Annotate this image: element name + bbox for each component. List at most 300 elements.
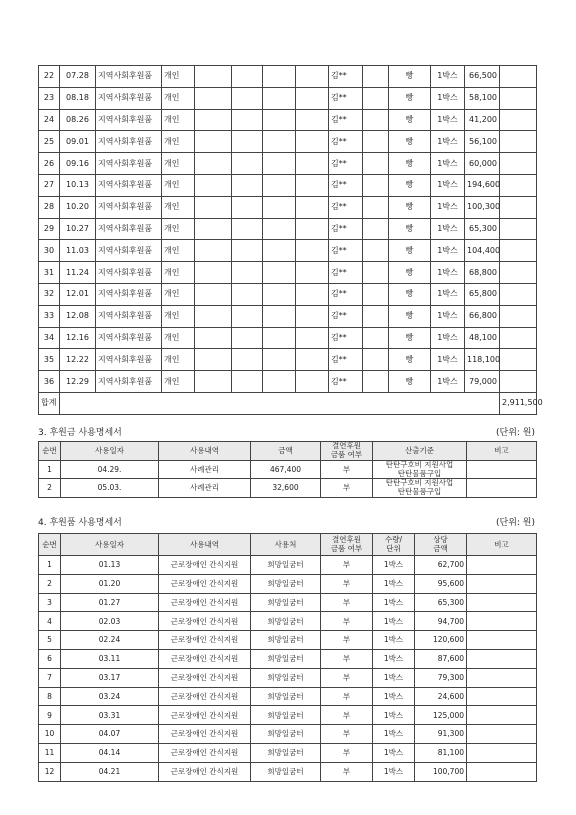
row-no: 24 — [39, 109, 60, 131]
col-related: 결연후원 금품 여부 — [321, 534, 373, 556]
donated-goods-usage-table — [38, 533, 537, 782]
row-related: 부 — [321, 743, 373, 762]
row-no: 22 — [39, 66, 60, 88]
row-empty — [263, 327, 296, 349]
row-date: 12.29 — [60, 371, 96, 393]
row-empty — [263, 240, 296, 262]
table-row — [39, 87, 537, 109]
row-date: 07.28 — [60, 66, 96, 88]
row-unit: 빵 — [389, 371, 431, 393]
row-amount: 65,300 — [465, 218, 500, 240]
row-detail: 근로장애인 간식지원 — [159, 631, 251, 650]
row-qty: 1박스 — [373, 574, 415, 593]
table-row — [39, 174, 537, 196]
row-amount: 68,800 — [465, 262, 500, 284]
row-empty — [500, 174, 537, 196]
row-no: 27 — [39, 174, 60, 196]
row-empty — [232, 153, 263, 175]
table-row — [39, 725, 537, 744]
row-kind: 개인 — [162, 305, 195, 327]
row-donor: 김** — [329, 327, 363, 349]
row-user: 희망일굼터 — [251, 574, 321, 593]
col-detail: 사용내역 — [159, 442, 251, 461]
row-empty — [296, 327, 329, 349]
table-row — [39, 305, 537, 327]
row-amount: 104,400 — [465, 240, 500, 262]
row-related: 부 — [321, 706, 373, 725]
row-date: 02.03 — [61, 612, 159, 631]
row-note — [467, 762, 537, 781]
row-qty: 1박스 — [373, 687, 415, 706]
row-type: 지역사회후원품 — [96, 109, 162, 131]
row-date: 04.21 — [61, 762, 159, 781]
row-no: 2 — [39, 479, 61, 497]
row-no: 10 — [39, 725, 61, 744]
col-basis: 산출기준 — [373, 442, 467, 461]
row-date: 02.24 — [61, 631, 159, 650]
row-kind: 개인 — [162, 196, 195, 218]
row-empty — [232, 305, 263, 327]
row-donor: 김** — [329, 196, 363, 218]
row-no: 33 — [39, 305, 60, 327]
row-date: 03.17 — [61, 668, 159, 687]
row-type: 지역사회후원품 — [96, 196, 162, 218]
table-row — [39, 66, 537, 88]
row-no: 1 — [39, 461, 61, 479]
row-no: 6 — [39, 649, 61, 668]
table-row — [39, 131, 537, 153]
row-date: 01.27 — [61, 593, 159, 612]
row-empty — [232, 131, 263, 153]
row-donor: 김** — [329, 305, 363, 327]
row-empty — [363, 66, 389, 88]
row-empty — [500, 196, 537, 218]
row-value: 62,700 — [415, 556, 467, 575]
row-unit: 빵 — [389, 174, 431, 196]
row-user: 희망일굼터 — [251, 668, 321, 687]
row-empty — [296, 66, 329, 88]
row-amount: 56,100 — [465, 131, 500, 153]
col-no: 순번 — [39, 442, 61, 461]
table-row — [39, 706, 537, 725]
row-user: 희망일굼터 — [251, 593, 321, 612]
row-empty — [296, 174, 329, 196]
row-qty: 1박스 — [373, 612, 415, 631]
row-empty — [232, 349, 263, 371]
row-no: 5 — [39, 631, 61, 650]
row-user: 희망일굼터 — [251, 706, 321, 725]
row-qty: 1박스 — [373, 649, 415, 668]
row-empty — [263, 371, 296, 393]
row-no: 3 — [39, 593, 61, 612]
row-qty: 1박스 — [431, 218, 465, 240]
row-type: 지역사회후원품 — [96, 174, 162, 196]
row-type: 지역사회후원품 — [96, 66, 162, 88]
row-kind: 개인 — [162, 87, 195, 109]
row-empty — [232, 240, 263, 262]
row-amount: 60,000 — [465, 153, 500, 175]
row-unit: 빵 — [389, 66, 431, 88]
row-detail: 근로장애인 간식지원 — [159, 593, 251, 612]
row-date: 09.16 — [60, 153, 96, 175]
row-empty — [363, 371, 389, 393]
row-kind: 개인 — [162, 109, 195, 131]
table-row — [39, 153, 537, 175]
row-donor: 김** — [329, 174, 363, 196]
row-value: 24,600 — [415, 687, 467, 706]
table-row — [39, 574, 537, 593]
row-unit: 빵 — [389, 327, 431, 349]
row-unit: 빵 — [389, 131, 431, 153]
row-kind: 개인 — [162, 371, 195, 393]
row-note — [467, 556, 537, 575]
table-row — [39, 262, 537, 284]
row-empty — [232, 66, 263, 88]
row-qty: 1박스 — [373, 593, 415, 612]
row-unit: 빵 — [389, 109, 431, 131]
row-unit: 빵 — [389, 240, 431, 262]
row-date: 11.24 — [60, 262, 96, 284]
row-qty: 1박스 — [373, 556, 415, 575]
row-empty — [195, 196, 232, 218]
row-related: 부 — [321, 612, 373, 631]
row-date: 03.11 — [61, 649, 159, 668]
row-donor: 김** — [329, 131, 363, 153]
row-empty — [263, 349, 296, 371]
row-empty — [363, 305, 389, 327]
row-empty — [263, 305, 296, 327]
row-donor: 김** — [329, 87, 363, 109]
row-empty — [195, 153, 232, 175]
row-date: 10.13 — [60, 174, 96, 196]
row-empty — [232, 327, 263, 349]
row-empty — [195, 240, 232, 262]
table-row — [39, 283, 537, 305]
row-type: 지역사회후원품 — [96, 262, 162, 284]
table-row — [39, 612, 537, 631]
row-empty — [296, 262, 329, 284]
row-user: 희망일굼터 — [251, 612, 321, 631]
row-empty — [500, 87, 537, 109]
row-empty — [296, 305, 329, 327]
col-qty: 수량/ 단위 — [373, 534, 415, 556]
row-empty — [195, 371, 232, 393]
table-row — [39, 240, 537, 262]
section3-title: 3. 후원금 사용명세서 — [38, 428, 122, 438]
row-related: 부 — [321, 479, 373, 497]
row-empty — [500, 153, 537, 175]
row-empty — [263, 283, 296, 305]
row-unit: 빵 — [389, 262, 431, 284]
row-qty: 1박스 — [373, 706, 415, 725]
total-amount: 2,911,500 — [500, 392, 537, 414]
row-related: 부 — [321, 461, 373, 479]
row-value: 95,600 — [415, 574, 467, 593]
row-amount: 58,100 — [465, 87, 500, 109]
row-value: 65,300 — [415, 593, 467, 612]
row-empty — [363, 196, 389, 218]
table-row — [39, 631, 537, 650]
row-detail: 근로장애인 간식지원 — [159, 743, 251, 762]
row-date: 11.03 — [60, 240, 96, 262]
row-qty: 1박스 — [431, 196, 465, 218]
row-user: 희망일굼터 — [251, 649, 321, 668]
row-date: 12.16 — [60, 327, 96, 349]
row-empty — [296, 349, 329, 371]
row-date: 04.14 — [61, 743, 159, 762]
row-date: 01.20 — [61, 574, 159, 593]
row-unit: 빵 — [389, 87, 431, 109]
row-no: 11 — [39, 743, 61, 762]
col-note: 비고 — [467, 442, 537, 461]
row-detail: 사례관리 — [159, 461, 251, 479]
row-empty — [500, 349, 537, 371]
row-empty — [363, 262, 389, 284]
col-date: 사용일자 — [61, 534, 159, 556]
row-date: 01.13 — [61, 556, 159, 575]
row-date: 03.31 — [61, 706, 159, 725]
table-row — [39, 593, 537, 612]
row-basis: 탄탄구호비 지원사업 탄탄물품구입 — [373, 479, 467, 497]
total-label: 합계 — [39, 392, 60, 414]
row-donor: 김** — [329, 109, 363, 131]
row-no: 23 — [39, 87, 60, 109]
row-kind: 개인 — [162, 153, 195, 175]
row-amount: 467,400 — [251, 461, 321, 479]
row-empty — [232, 109, 263, 131]
row-unit: 빵 — [389, 153, 431, 175]
row-kind: 개인 — [162, 174, 195, 196]
row-detail: 근로장애인 간식지원 — [159, 706, 251, 725]
row-empty — [195, 349, 232, 371]
row-amount: 118,100 — [465, 349, 500, 371]
row-empty — [263, 87, 296, 109]
row-donor: 김** — [329, 262, 363, 284]
row-type: 지역사회후원품 — [96, 218, 162, 240]
row-kind: 개인 — [162, 66, 195, 88]
row-qty: 1박스 — [431, 371, 465, 393]
table-row — [39, 327, 537, 349]
table-row — [39, 556, 537, 575]
row-empty — [500, 109, 537, 131]
row-qty: 1박스 — [431, 66, 465, 88]
row-empty — [363, 153, 389, 175]
row-amount: 48,100 — [465, 327, 500, 349]
row-kind: 개인 — [162, 349, 195, 371]
row-date: 10.20 — [60, 196, 96, 218]
row-detail: 근로장애인 간식지원 — [159, 725, 251, 744]
row-no: 35 — [39, 349, 60, 371]
row-note — [467, 593, 537, 612]
row-no: 26 — [39, 153, 60, 175]
row-related: 부 — [321, 687, 373, 706]
row-note — [467, 743, 537, 762]
row-qty: 1박스 — [373, 762, 415, 781]
row-note — [467, 668, 537, 687]
row-qty: 1박스 — [373, 743, 415, 762]
row-empty — [232, 174, 263, 196]
row-empty — [500, 283, 537, 305]
row-no: 36 — [39, 371, 60, 393]
row-amount: 65,800 — [465, 283, 500, 305]
row-no: 29 — [39, 218, 60, 240]
row-empty — [195, 262, 232, 284]
row-type: 지역사회후원품 — [96, 153, 162, 175]
row-qty: 1박스 — [431, 327, 465, 349]
row-note — [467, 461, 537, 479]
section4-header-row — [39, 534, 537, 556]
row-detail: 근로장애인 간식지원 — [159, 649, 251, 668]
row-empty — [263, 66, 296, 88]
row-type: 지역사회후원품 — [96, 131, 162, 153]
row-empty — [195, 87, 232, 109]
row-empty — [363, 283, 389, 305]
table-row — [39, 461, 537, 479]
row-empty — [296, 218, 329, 240]
row-no: 4 — [39, 612, 61, 631]
row-empty — [296, 371, 329, 393]
row-empty — [263, 174, 296, 196]
row-detail: 사례관리 — [159, 479, 251, 497]
row-kind: 개인 — [162, 262, 195, 284]
table-row — [39, 743, 537, 762]
row-empty — [195, 109, 232, 131]
row-qty: 1박스 — [431, 174, 465, 196]
row-donor: 김** — [329, 371, 363, 393]
row-empty — [500, 262, 537, 284]
row-detail: 근로장애인 간식지원 — [159, 612, 251, 631]
section4-title: 4. 후원품 사용명세서 — [38, 518, 122, 528]
row-unit: 빵 — [389, 218, 431, 240]
col-related: 결연후원 금품 여부 — [321, 442, 373, 461]
row-related: 부 — [321, 593, 373, 612]
row-type: 지역사회후원품 — [96, 283, 162, 305]
row-empty — [500, 131, 537, 153]
row-value: 91,300 — [415, 725, 467, 744]
row-empty — [363, 87, 389, 109]
row-empty — [363, 131, 389, 153]
row-qty: 1박스 — [431, 349, 465, 371]
row-related: 부 — [321, 631, 373, 650]
table-row — [39, 196, 537, 218]
row-date: 12.08 — [60, 305, 96, 327]
row-no: 2 — [39, 574, 61, 593]
row-unit: 빵 — [389, 349, 431, 371]
row-value: 100,700 — [415, 762, 467, 781]
row-user: 희망일굼터 — [251, 762, 321, 781]
row-no: 32 — [39, 283, 60, 305]
section4-unit: (단위: 원) — [496, 518, 535, 528]
col-amount: 금액 — [251, 442, 321, 461]
row-type: 지역사회후원품 — [96, 305, 162, 327]
row-related: 부 — [321, 556, 373, 575]
row-empty — [232, 218, 263, 240]
row-date: 04.07 — [61, 725, 159, 744]
row-kind: 개인 — [162, 327, 195, 349]
row-related: 부 — [321, 649, 373, 668]
row-empty — [296, 87, 329, 109]
row-empty — [296, 153, 329, 175]
row-empty — [500, 327, 537, 349]
row-date: 03.24 — [61, 687, 159, 706]
row-empty — [296, 131, 329, 153]
table-row — [39, 479, 537, 497]
row-empty — [263, 109, 296, 131]
row-type: 지역사회후원품 — [96, 327, 162, 349]
row-note — [467, 612, 537, 631]
row-no: 25 — [39, 131, 60, 153]
col-value: 상당 금액 — [415, 534, 467, 556]
row-basis: 탄탄구호비 지원사업 탄탄물품구입 — [373, 461, 467, 479]
row-donor: 김** — [329, 240, 363, 262]
row-kind: 개인 — [162, 131, 195, 153]
table-row — [39, 762, 537, 781]
row-kind: 개인 — [162, 218, 195, 240]
row-note — [467, 687, 537, 706]
row-related: 부 — [321, 725, 373, 744]
row-qty: 1박스 — [431, 87, 465, 109]
row-detail: 근로장애인 간식지원 — [159, 574, 251, 593]
row-empty — [296, 109, 329, 131]
row-empty — [296, 196, 329, 218]
row-qty: 1박스 — [431, 305, 465, 327]
row-no: 30 — [39, 240, 60, 262]
row-unit: 빵 — [389, 305, 431, 327]
row-empty — [296, 283, 329, 305]
row-empty — [232, 262, 263, 284]
row-value: 79,300 — [415, 668, 467, 687]
row-kind: 개인 — [162, 240, 195, 262]
row-empty — [363, 218, 389, 240]
row-no: 9 — [39, 706, 61, 725]
row-amount: 66,500 — [465, 66, 500, 88]
row-empty — [195, 305, 232, 327]
row-value: 87,600 — [415, 649, 467, 668]
row-note — [467, 649, 537, 668]
row-empty — [263, 131, 296, 153]
table-row — [39, 349, 537, 371]
row-date: 09.01 — [60, 131, 96, 153]
table-row — [39, 371, 537, 393]
row-date: 10.27 — [60, 218, 96, 240]
section3-header-row — [39, 442, 537, 461]
col-date: 사용일자 — [61, 442, 159, 461]
row-empty — [232, 371, 263, 393]
table-row — [39, 687, 537, 706]
row-date: 12.01 — [60, 283, 96, 305]
row-user: 희망일굼터 — [251, 631, 321, 650]
row-empty — [195, 131, 232, 153]
row-donor: 김** — [329, 153, 363, 175]
row-qty: 1박스 — [431, 131, 465, 153]
row-detail: 근로장애인 간식지원 — [159, 668, 251, 687]
col-detail: 사용내역 — [159, 534, 251, 556]
row-donor: 김** — [329, 283, 363, 305]
table-row — [39, 668, 537, 687]
row-detail: 근로장애인 간식지원 — [159, 556, 251, 575]
row-no: 34 — [39, 327, 60, 349]
row-empty — [296, 240, 329, 262]
table-row — [39, 218, 537, 240]
row-value: 120,600 — [415, 631, 467, 650]
col-user: 사용처 — [251, 534, 321, 556]
row-note — [467, 479, 537, 497]
row-date: 08.18 — [60, 87, 96, 109]
row-unit: 빵 — [389, 283, 431, 305]
row-detail: 근로장애인 간식지원 — [159, 687, 251, 706]
row-empty — [500, 240, 537, 262]
row-amount: 194,600 — [465, 174, 500, 196]
